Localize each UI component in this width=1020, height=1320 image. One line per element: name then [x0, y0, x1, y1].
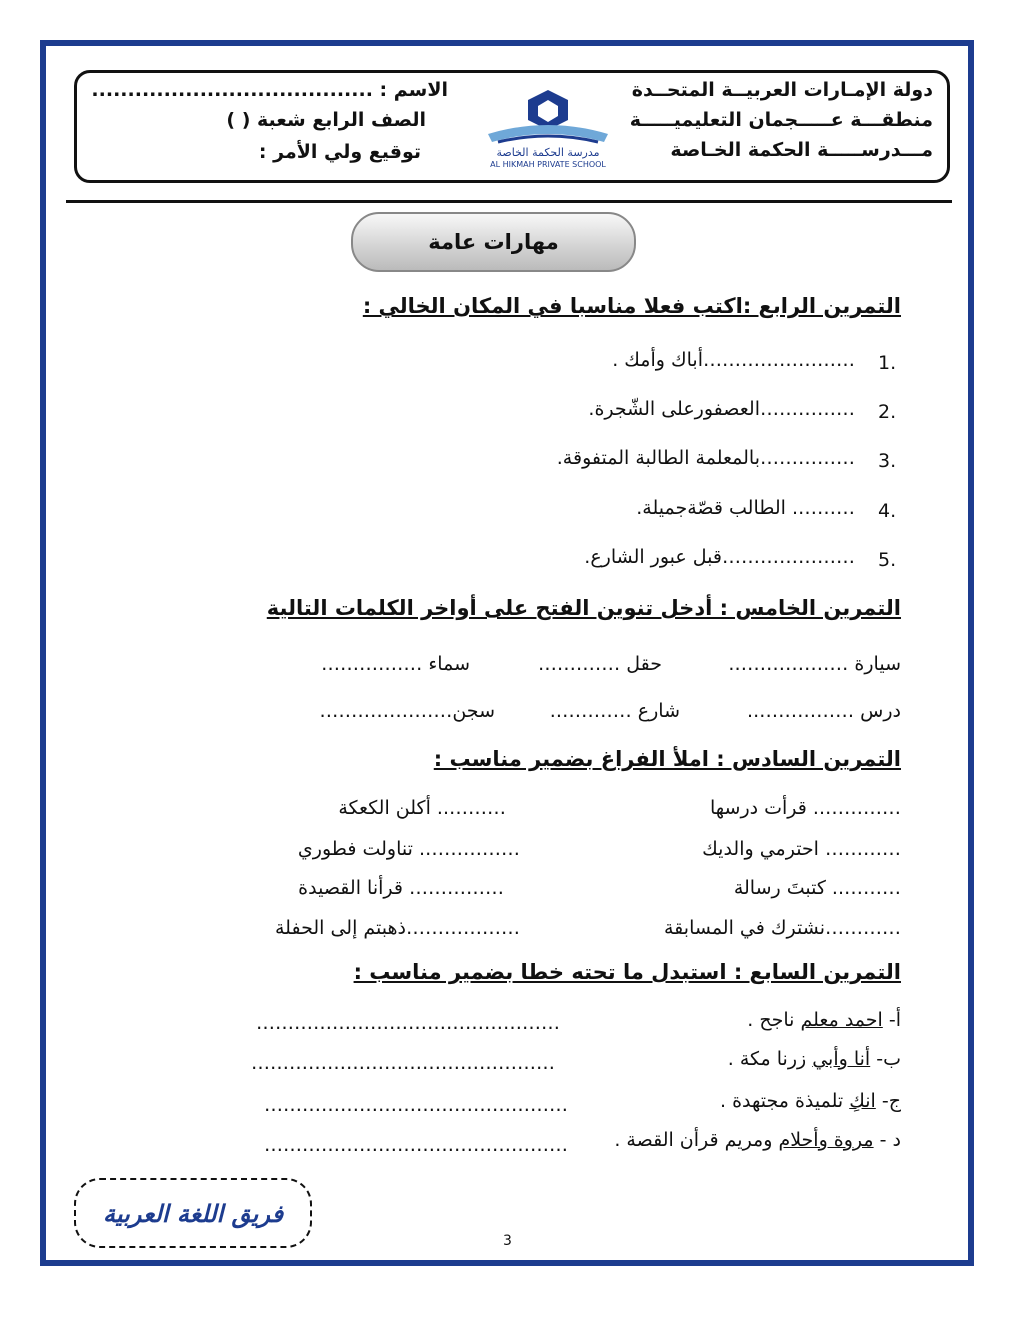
item-number: 3. [878, 450, 897, 472]
exercise-5-heading: التمرين الخامس : أدخل تنوين الفتح على أواخر الكلمات التالية [266, 596, 901, 620]
logo-arabic-text: مدرسة الحكمة الخاصة [496, 146, 600, 159]
grid-item: ……….. كتبتَ رسالة [733, 877, 901, 899]
list-item: ب- أنا وأبي زرنا مكة . [727, 1048, 901, 1070]
list-item: ……………العصفورعلى الشّجرة. [588, 398, 855, 420]
exercise-4-heading: التمرين الرابع :اكتب فعلا مناسبا في المكان الخالي : [362, 294, 901, 318]
word-item: سيارة ………………. [728, 653, 901, 675]
item-number: 1. [878, 352, 897, 374]
signature-field: توقيع ولي الأمر : [258, 141, 421, 163]
word-item: سجن………………… [319, 700, 495, 722]
grid-item: …………… قرأنا القصيدة [298, 877, 504, 899]
word-item: شارع …………. [549, 700, 680, 722]
word-item: حقل …………. [538, 653, 662, 675]
school-logo-icon [468, 86, 628, 170]
grid-item: ……………. تناولت فطوري [297, 838, 520, 860]
header-region: منطقـــة عـــــجمان التعليميـــــة [629, 109, 933, 131]
underlined-word: احمد معلم [800, 1009, 883, 1031]
list-item: ……………بالمعلمة الطالبة المتفوقة. [556, 447, 855, 469]
item-number: 2. [878, 401, 897, 423]
grid-item: ……….. أكلن الكعكة [338, 797, 506, 819]
school-logo [468, 86, 628, 170]
underlined-word: مروة وأحلام [778, 1129, 874, 1151]
underlined-word: أنا وأبي [812, 1048, 871, 1070]
list-item: …………………قبل عبور الشارع. [584, 546, 855, 568]
grid-item: ………………ذهبتم إلى الحفلة [275, 917, 520, 939]
item-number: 5. [878, 549, 897, 571]
grid-item: ………… احترمي والديك [702, 838, 901, 860]
grid-item: …………نشترك في المسابقة [664, 917, 901, 939]
answer-line: ………………………………………… [256, 1012, 560, 1034]
list-item: ……………………أباك وأمك . [612, 349, 855, 371]
word-item: درس …………….. [747, 700, 901, 722]
logo-english-text: AL HIKMAH PRIVATE SCHOOL [490, 160, 606, 169]
list-item: ج- انكِ تلميذة مجتهدة . [719, 1090, 901, 1112]
exercise-6-heading: التمرين السادس : املأ الفراغ بضمير مناسب : [433, 747, 901, 771]
class-field: الصف الرابع شعبة ( ) [226, 109, 426, 131]
item-number: 4. [878, 500, 897, 522]
list-item: أ- احمد معلم ناجح . [747, 1009, 901, 1031]
exercise-7-heading: التمرين السابع : استبدل ما تحته خطا بضمير مناسب : [353, 960, 901, 984]
header-country: دولة الإمـارات العربيــة المتحــدة [631, 79, 933, 101]
header-school: مـــدرســـــة الحكمة الخـاصة [670, 139, 933, 161]
underlined-word: انكِ [849, 1090, 876, 1112]
team-signature: فريق اللغة العربية [74, 1178, 312, 1248]
answer-line: ………………………………………… [264, 1094, 568, 1116]
word-item: سماء ……………. [321, 653, 470, 675]
answer-line: ………………………………………… [264, 1134, 568, 1156]
page-number: 3 [503, 1233, 512, 1249]
grid-item: ………….. قرأت درسها [710, 797, 901, 819]
list-item: د - مروة وأحلام ومريم قرأن القصة . [614, 1129, 901, 1151]
name-field: الاسم : ....................................... [91, 79, 448, 101]
header-rule [66, 200, 952, 203]
list-item: ………. الطالب قصّةجميلة. [636, 497, 855, 519]
page-title: مهارات عامة [351, 212, 636, 272]
answer-line: ………………………………………… [251, 1052, 555, 1074]
